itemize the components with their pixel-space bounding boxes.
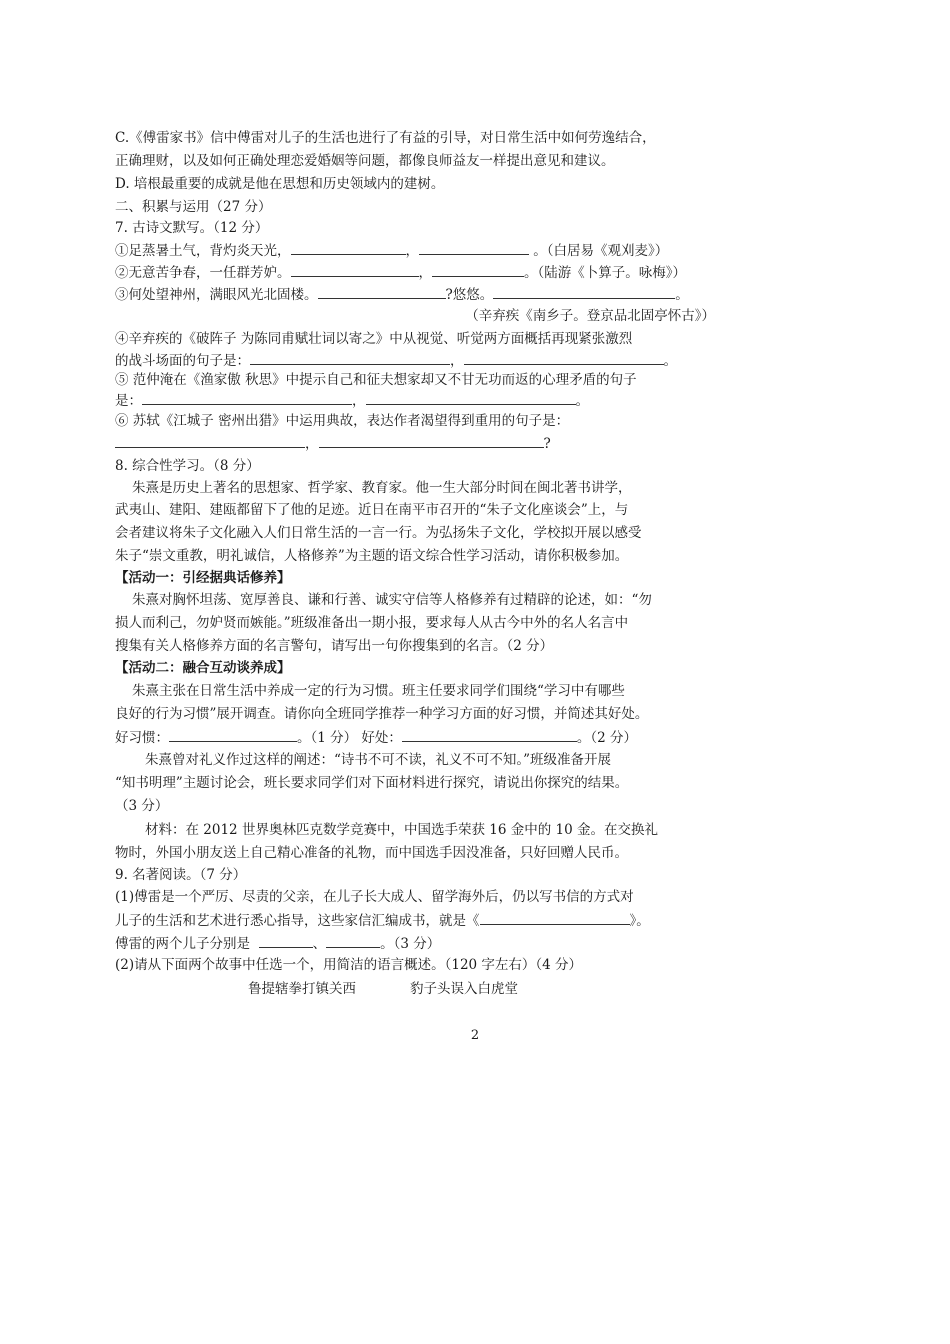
option-c-line1: C.《傅雷家书》信中傅雷对儿子的生活也进行了有益的引导，对日常生活中如何劳逸结合， <box>115 130 656 146</box>
q9-1-close: 》。 <box>629 913 650 929</box>
q8-intro-line1: 朱熹是历史上著名的思想家、哲学家、教育家。他一生大部分时间在闽北著书讲学， <box>132 480 632 496</box>
q9-1-sep: 、 <box>312 936 327 952</box>
q8-intro-line3: 会者建议将朱子文化融入人们日常生活的一言一行。为弘扬朱子文化，学校拟开展以感受 <box>115 525 642 541</box>
q7-item-5-line1: ⑤ 范仲淹在《渔家傲 秋思》中提示自己和征夫想家却又不甘无功而返的心理矛盾的句子 <box>115 372 637 388</box>
answer-blank[interactable] <box>142 390 352 405</box>
story-option-2: 豹子头误入白虎堂 <box>410 981 518 997</box>
answer-blank[interactable] <box>250 350 450 365</box>
benefit-label: 。（1 分） 好处： <box>297 730 402 746</box>
q7-item-3 <box>115 284 715 305</box>
book-title-blank[interactable] <box>480 910 630 925</box>
q7-1-source: 。（白居易《观刈麦》） <box>533 243 669 259</box>
activity-1-line1: 朱熹对胸怀坦荡、宽厚善良、谦和行善、诚实守信等人格修养有过精辟的论述，如：“勿 <box>132 592 652 608</box>
q7-item-5-line2: 是： ， 。 <box>115 390 715 411</box>
option-d: D. 培根最重要的成就是他在思想和历史领域内的建树。 <box>115 176 445 192</box>
q8-intro-line4: 朱子“崇文重教，明礼诚信，人格修养”为主题的语文综合性学习活动，请你积极参加。 <box>115 548 629 564</box>
q7-item-6-line1: ⑥ 苏轼《江城子 密州出猎》中运用典故，表达作者渴望得到重用的句子是： <box>115 413 570 429</box>
q7-3-end: 。 <box>675 287 689 303</box>
q7-item-6-line2: ， ? <box>115 433 715 454</box>
answer-blank[interactable] <box>464 350 664 365</box>
story-option-1: 鲁提辖拳打镇关西 <box>248 981 356 997</box>
answer-blank[interactable] <box>115 433 305 448</box>
answer-blank[interactable] <box>319 433 544 448</box>
q9-1-score: 。（3 分） <box>380 936 441 952</box>
q7-item-4-line2: 的战斗场面的句子是： ， 。 <box>115 350 715 371</box>
page-number: 2 <box>470 1028 480 1043</box>
q7-4-end: 。 <box>663 353 677 369</box>
q7-3-mid: ?悠悠。 <box>445 287 494 303</box>
option-c-line2: 正确理财，以及如何正确处理恋爱婚姻等问题，都像良师益友一样提出意见和建议。 <box>115 153 615 169</box>
question-7: 7. 古诗文默写。（12 分） <box>115 220 269 236</box>
q7-2-source: 。（陆游《卜算子。咏梅》） <box>524 265 686 281</box>
q7-3-text: ③何处望神州，满眼风光北固楼。 <box>115 287 318 303</box>
question-8: 8. 综合性学习。（8 分） <box>115 458 260 474</box>
q8-intro-line2: 武夷山、建阳、建瓯都留下了他的足迹。近日在南平市召开的“朱子文化座谈会”上，与 <box>115 502 629 518</box>
habit-blank[interactable] <box>169 727 297 742</box>
question-9: 9. 名著阅读。（7 分） <box>115 867 247 883</box>
activity-2-line2: 良好的行为习惯”展开调查。请你向全班同学推荐一种学习方面的好习惯，并简述其好处。 <box>115 706 649 722</box>
son-name-blank[interactable] <box>326 933 380 948</box>
activity-1-heading: 【活动一：引经据典话修养】 <box>115 570 291 586</box>
son-name-blank[interactable] <box>259 933 313 948</box>
q7-item-4-line1: ④辛弃疾的《破阵子 为陈同甫赋壮词以寄之》中从视觉、听觉两方面概括再现紧张激烈 <box>115 331 633 347</box>
activity-3-line2: “知书明理”主题讨论会，班长要求同学们对下面材料进行探究，请说出你探究的结果。 <box>115 775 629 791</box>
q9-1-line1: (1)傅雷是一个严厉、尽责的父亲，在儿子长大成人、留学海外后，仍以写书信的方式对 <box>115 889 634 905</box>
activity-3-line3: （3 分） <box>115 798 169 814</box>
material-line2: 物时，外国小朋友送上自己精心准备的礼物，而中国选手因没准备，只好回赠人民币。 <box>115 845 628 861</box>
activity-3-line1: 朱熹曾对礼义作过这样的阐述：“诗书不可不读，礼义不可不知。”班级准备开展 <box>145 752 612 768</box>
q9-1-line3 <box>115 933 715 954</box>
activity-1-line3: 搜集有关人格修养方面的名言警句，请写出一句你搜集到的名言。（2 分） <box>115 638 554 654</box>
q9-1-sons: 傅雷的两个儿子分别是 <box>115 936 250 952</box>
section-2-heading: 二、积累与运用（27 分） <box>115 199 272 215</box>
q9-1-text: 儿子的生活和艺术进行悉心指导，这些家信汇编成书，就是《 <box>115 913 480 929</box>
q9-2-line: (2)请从下面两个故事中任选一个，用简洁的语言概述。（120 字左右）（4 分） <box>115 957 583 973</box>
answer-blank[interactable] <box>419 240 529 255</box>
q9-1-line2 <box>115 910 715 931</box>
q7-6-end: ? <box>543 436 551 452</box>
activity-2-line3 <box>115 727 715 748</box>
q7-1-text: ①足蒸暑土气，背灼炎天光， <box>115 243 291 259</box>
answer-blank[interactable] <box>318 284 446 299</box>
q7-5-end: 。 <box>575 393 589 409</box>
benefit-blank[interactable] <box>402 727 577 742</box>
material-line1: 材料：在 2012 世界奥林匹克数学竞赛中，中国选手荣获 16 金中的 10 金。在交换礼 <box>145 822 658 838</box>
q7-item-1: ①足蒸暑土气，背灼炎天光， ， 。（白居易《观刈麦》） <box>115 240 715 261</box>
q7-5-prompt: 是： <box>115 393 142 409</box>
q7-4-prompt: 的战斗场面的句子是： <box>115 353 250 369</box>
activity-2-line1: 朱熹主张在日常生活中养成一定的行为习惯。班主任要求同学们围绕“学习中有哪些 <box>132 683 625 699</box>
activity-1-line2: 损人而利己，勿妒贤而嫉能。”班级准备出一期小报，要求每人从古今中外的名人名言中 <box>115 615 629 631</box>
habit-label: 好习惯： <box>115 730 169 746</box>
answer-blank[interactable] <box>291 240 406 255</box>
answer-blank[interactable] <box>291 262 419 277</box>
q9-2-stories <box>248 979 548 999</box>
q7-item-2: ②无意苦争春，一任群芳妒。 ， 。（陆游《卜算子。咏梅》） <box>115 262 715 283</box>
answer-blank[interactable] <box>493 284 675 299</box>
answer-blank[interactable] <box>432 262 524 277</box>
activity-2-heading: 【活动二：融合互动谈养成】 <box>115 660 291 676</box>
answer-blank[interactable] <box>366 390 576 405</box>
q7-3-source: （辛弃疾《南乡子。登京品北固亭怀古》） <box>465 308 715 324</box>
activity-2-score: 。（2 分） <box>576 730 638 746</box>
q7-2-text: ②无意苦争春，一任群芳妒。 <box>115 265 291 281</box>
